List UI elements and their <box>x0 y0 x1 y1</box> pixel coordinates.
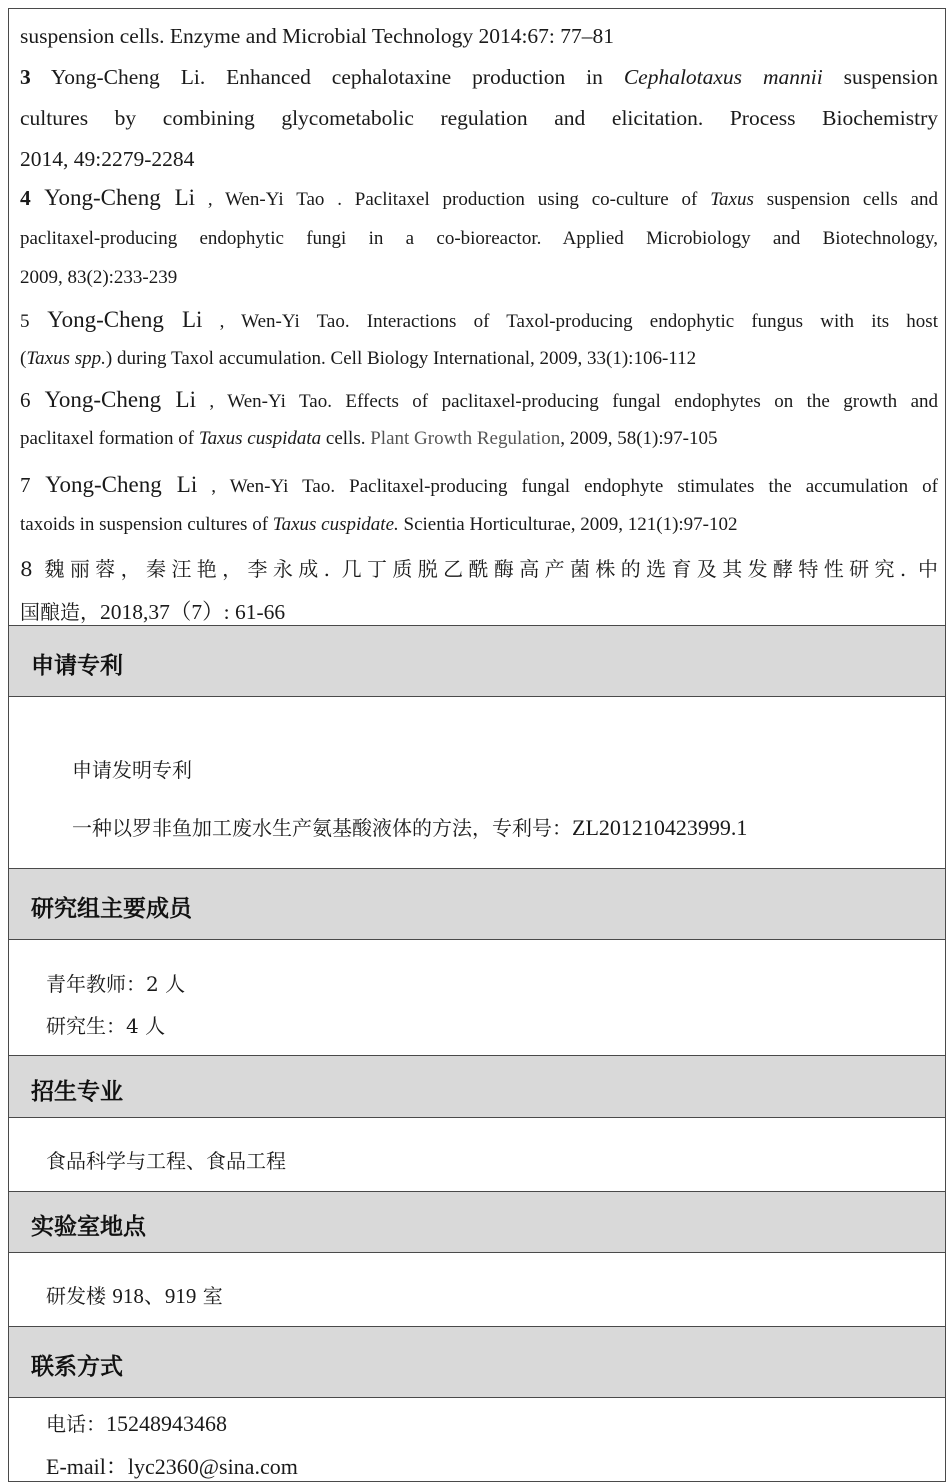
publication-text: , Wen-Yi Tao. Paclitaxel-producing fungal endophyte stimulates the accumulation of <box>197 476 938 497</box>
species-name: Taxus <box>710 189 754 210</box>
species-name: Cephalotaxus mannii <box>623 65 823 89</box>
species-name: Taxus cuspidata <box>198 428 322 449</box>
members-teachers-text: 青年教师：2 人 <box>46 972 186 996</box>
section-title: 申请专利 <box>31 653 123 679</box>
publication-text: , 2009, 58(1):97-105 <box>560 428 718 449</box>
publication-6-line-2 <box>20 428 717 450</box>
section-title: 研究组主要成员 <box>31 896 192 922</box>
publication-author: Yong-Cheng Li <box>44 185 196 210</box>
contact-email <box>46 1450 298 1481</box>
publication-text: ( <box>20 348 27 369</box>
publication-text: , Wen-Yi Tao. Effects of paclitaxel-producing fungal endophytes on the growth and <box>195 391 938 412</box>
publication-text: 2018,37（7）: 61-66 <box>100 600 286 624</box>
section-header-contact <box>9 1326 945 1398</box>
publication-4-line-3 <box>20 267 177 289</box>
publication-5-line-2 <box>20 348 696 370</box>
patent-number: ZL201210423999.1 <box>572 815 748 840</box>
publication-text: cultures by combining glycometabolic regulation and elicitation. Process Biochemistry <box>20 106 938 130</box>
section-header-majors <box>9 1055 945 1118</box>
publication-3-line-1 <box>20 65 938 90</box>
publication-7-line-1 <box>20 472 938 498</box>
publication-3-line-2 <box>20 106 938 131</box>
email-address[interactable]: lyc2360@sina.com <box>127 1454 298 1479</box>
publication-text: taxoids in suspension cultures of <box>20 514 273 535</box>
publication-text: Scientia Horticulturae, 2009, 121(1):97-102 <box>398 514 738 535</box>
species-name: Taxus cuspidate. <box>272 514 399 535</box>
patent-item <box>72 812 747 841</box>
publication-text: 国酿造， <box>20 600 100 624</box>
members-teachers <box>46 968 185 997</box>
publication-text: paclitaxel-producing endophytic fungi in a co-bioreactor. Applied Microbiology and Biotechnology, <box>20 228 938 249</box>
lab-room-suffix: 室 <box>196 1284 223 1308</box>
publication-number: 4 <box>20 186 31 210</box>
lab-building: 研发楼 <box>46 1284 113 1308</box>
section-header-lab <box>9 1191 945 1253</box>
contact-phone <box>46 1408 227 1437</box>
species-name: Taxus spp. <box>26 348 106 369</box>
publication-4-line-2 <box>20 228 938 250</box>
publication-number: 3 <box>20 65 31 89</box>
publication-8-line-1 <box>20 553 938 582</box>
publication-5-line-1 <box>20 307 938 333</box>
majors-text <box>46 1145 286 1174</box>
publication-text: 2009, 83(2):233-239 <box>20 267 178 288</box>
section-header-members <box>9 868 945 940</box>
publication-number: 7 <box>20 473 31 497</box>
publication-text: suspension <box>822 65 938 89</box>
section-title: 招生专业 <box>31 1079 123 1105</box>
members-students <box>46 1010 165 1039</box>
majors-list: 食品科学与工程、食品工程 <box>46 1149 286 1173</box>
publication-number: 5 <box>20 311 30 332</box>
publication-text: Yong-Cheng Li. Enhanced cephalotaxine production in <box>50 65 624 89</box>
publication-continuation <box>20 24 614 49</box>
publication-4-line-1 <box>20 185 938 211</box>
members-students-text: 研究生：4 人 <box>46 1014 166 1038</box>
email-label: E-mail： <box>46 1454 128 1479</box>
section-title: 实验室地点 <box>31 1214 146 1240</box>
publication-6-line-1 <box>20 387 938 413</box>
publication-author: Yong-Cheng Li <box>44 387 196 412</box>
publication-text: 2014, 49:2279-2284 <box>20 147 195 171</box>
publication-text: , Wen-Yi Tao . Paclitaxel production using co-culture of <box>195 189 711 210</box>
publication-number: 6 <box>20 388 31 412</box>
phone-number: 15248943468 <box>106 1411 227 1436</box>
patent-label <box>72 754 192 783</box>
publication-3-line-3 <box>20 147 194 172</box>
publication-text: paclitaxel formation of <box>20 428 199 449</box>
publication-text: suspension cells and <box>753 189 938 210</box>
publication-author: Yong-Cheng Li <box>47 307 203 332</box>
lab-rooms: 918、919 <box>112 1284 197 1308</box>
lab-location <box>46 1280 223 1310</box>
patent-label-text: 申请发明专利 <box>72 758 192 782</box>
publication-text: suspension cells. Enzyme and Microbial Technology 2014:67: 77–81 <box>20 24 615 48</box>
section-title: 联系方式 <box>31 1354 123 1380</box>
publication-8-line-2 <box>20 595 285 626</box>
journal-name: Plant Growth Regulation <box>370 428 561 449</box>
section-header-patent <box>9 625 945 697</box>
phone-label: 电话： <box>46 1412 106 1436</box>
publication-7-line-2 <box>20 514 738 536</box>
publication-text: 8 魏丽蓉，秦汪艳，李永成. 几丁质脱乙酰酶高产菌株的选育及其发酵特性研究. 中 <box>20 557 938 581</box>
patent-title: 一种以罗非鱼加工废水生产氨基酸液体的方法，专利号： <box>72 816 572 840</box>
publication-author: Yong-Cheng Li <box>45 472 198 497</box>
publication-text: ) during Taxol accumulation. Cell Biology International, 2009, 33(1):106-112 <box>105 348 697 369</box>
publication-text: , Wen-Yi Tao. Interactions of Taxol-producing endophytic fungus with its host <box>202 311 938 332</box>
publication-text: cells. <box>321 428 371 449</box>
